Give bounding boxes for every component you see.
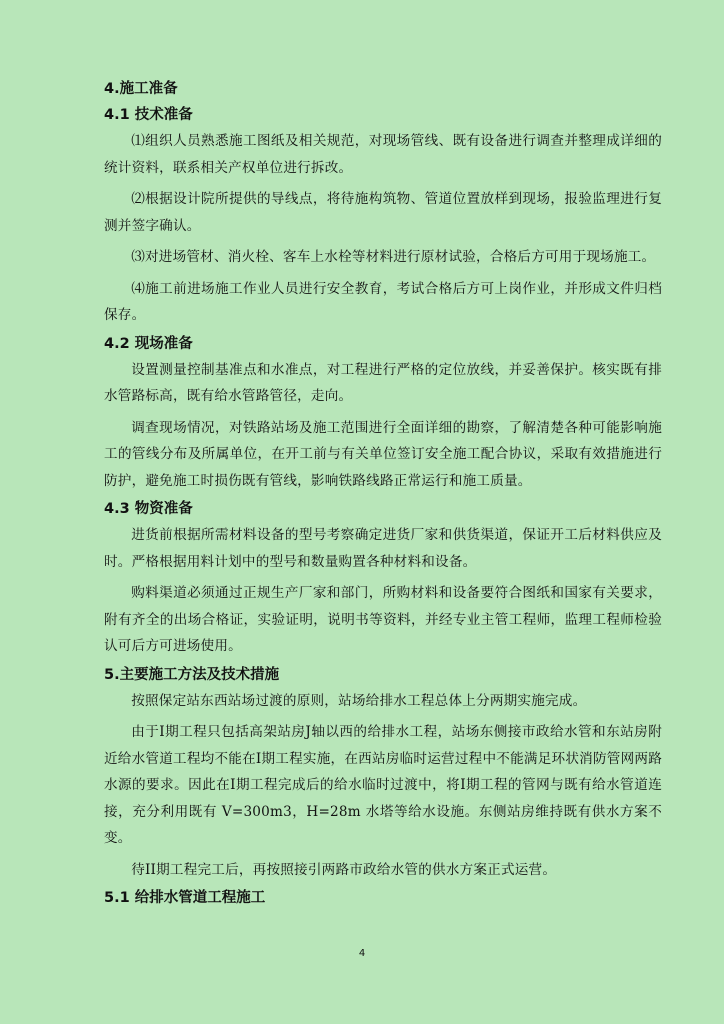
paragraph-5-2: 由于Ⅰ期工程只包括高架站房J轴以西的给排水工程，站场东侧接市政给水管和东站房附近给水管道工程均不能在Ⅰ期工程实施，在西站房临时运营过程中不能满足环状消防管网两路水源的要求。因此在Ⅰ期工程完成后的给水临时过渡中，将Ⅰ期工程的管网与既有给水管道连接，充分利用既有 V=300m3，H=28m 水塔等给水设施。东侧站房维持既有供水方案不变。 [104, 724, 662, 846]
paragraph-4-1-1: ⑴组织人员熟悉施工图纸及相关规范，对现场管线、既有设备进行调查并整理成详细的统计资料，联系相关产权单位进行拆改。 [104, 133, 662, 176]
heading-5: 5.主要施工方法及技术措施 [104, 666, 280, 683]
heading-4-1: 4.1 技术准备 [104, 107, 193, 123]
heading-4-3: 4.3 物资准备 [104, 501, 193, 517]
page-number: 4 [358, 948, 366, 959]
paragraph-4-2-2: 调查现场情况，对铁路站场及施工范围进行全面详细的勘察，了解清楚各种可能影响施工的管线分布及所属单位，在开工前与有关单位签订安全施工配合协议，采取有效措施进行防护，避免施工时损伤既有管线，影响铁路线路正常运行和施工质量。 [104, 419, 662, 489]
paragraph-4-3-2: 购料渠道必须通过正规生产厂家和部门，所购材料和设备要符合图纸和国家有关要求，附有齐全的出场合格证，实验证明，说明书等资料，并经专业主管工程师，监理工程师检验认可后方可进场使用。 [104, 585, 662, 654]
paragraph-4-3-1: 进货前根据所需材料设备的型号考察确定进货厂家和供货渠道，保证开工后材料供应及时。严格根据用料计划中的型号和数量购置各种材料和设备。 [104, 527, 662, 570]
document-body [104, 76, 662, 911]
paragraph-4-2-1: 设置测量控制基准点和水准点，对工程进行严格的定位放线，并妥善保护。核实既有排水管路标高，既有给水管路管径，走向。 [104, 361, 662, 404]
heading-5-1: 5.1 给排水管道工程施工 [104, 890, 266, 906]
heading-4-2: 4.2 现场准备 [104, 335, 193, 352]
paragraph-5-3: 待II期工程完工后，再按照接引两路市政给水管的供水方案正式运营。 [131, 861, 557, 878]
heading-4: 4.施工准备 [104, 81, 178, 97]
paragraph-4-1-4: ⑷施工前进场施工作业人员进行安全教育，考试合格后方可上岗作业，并形成文件归档保存。 [104, 280, 662, 323]
paragraph-4-1-2: ⑵根据设计院所提供的导线点，将待施构筑物、管道位置放样到现场，报验监理进行复测并签字确认。 [104, 191, 662, 234]
paragraph-4-1-3: ⑶对进场管材、消火栓、客车上水栓等材料进行原材试验，合格后方可用于现场施工。 [131, 249, 656, 265]
paragraph-5-1: 按照保定站东西站场过渡的原则，站场给排水工程总体上分两期实施完成。 [131, 692, 587, 709]
